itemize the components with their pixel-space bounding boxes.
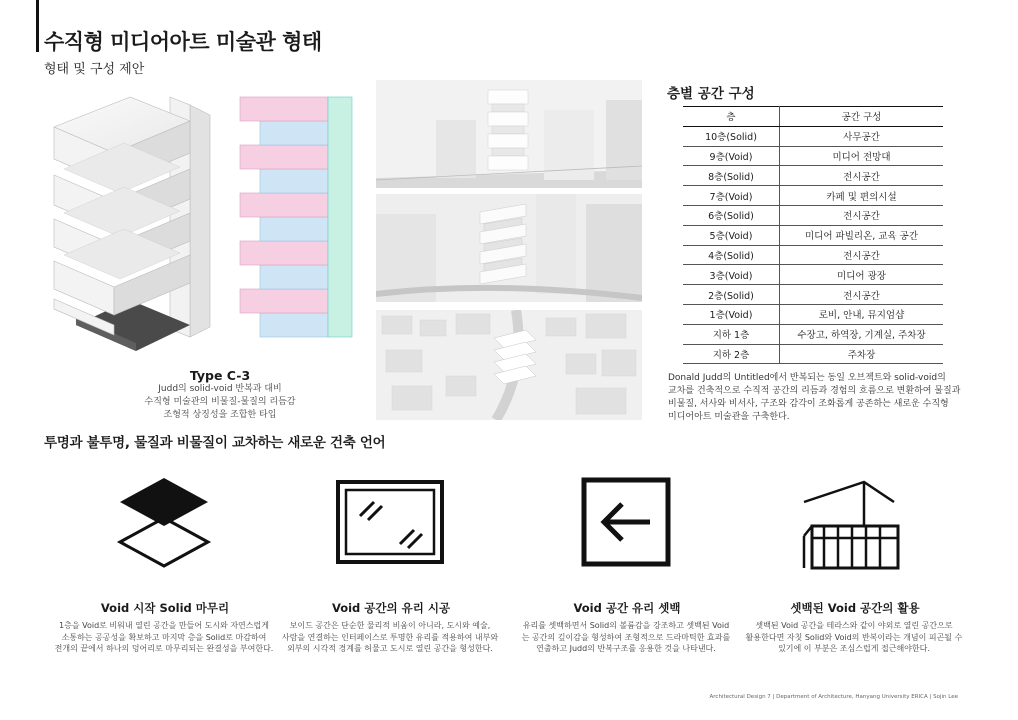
title-accent-bar [36, 0, 39, 52]
floor-cell: 4층(Solid) [683, 245, 780, 265]
concept-title: Void 공간 유리 셋백 [573, 601, 681, 615]
space-cell: 미디어 파빌리온, 교육 공간 [780, 225, 944, 245]
space-cell: 미디어 전망대 [780, 146, 944, 166]
floor-cell: 6층(Solid) [683, 205, 780, 225]
type-description [110, 383, 330, 422]
floor-cell: 3층(Void) [683, 265, 780, 285]
concept-desc-line: 보이드 공간은 단순한 물리적 비움이 아니라, 도시와 예술, [289, 621, 491, 630]
glass-window-icon [330, 472, 450, 572]
concept-title: 셋백된 Void 공간의 활용 [790, 601, 920, 615]
void-band [260, 169, 328, 193]
floor-cell: 1층(Void) [683, 304, 780, 324]
floor-cell: 10층(Solid) [683, 126, 780, 146]
table-row [683, 344, 943, 364]
type-desc-line: 조형적 상징성을 조합한 타입 [163, 410, 277, 420]
floor-cell: 7층(Void) [683, 186, 780, 206]
space-cell: 전시공간 [780, 285, 944, 305]
floor-cell: 지하 1층 [683, 324, 780, 344]
table-desc-line: 교차를 건축적으로 수직적 공간의 리듬과 경험의 흐름으로 변환하여 물질과 [668, 386, 961, 396]
space-cell: 로비, 안내, 뮤지엄샵 [780, 304, 944, 324]
floor-cell: 지하 2층 [683, 344, 780, 364]
solid-band [240, 289, 328, 313]
concept-description [734, 620, 974, 655]
concept-description [506, 620, 746, 655]
render-perspective-view [376, 194, 642, 302]
space-cell: 수장고, 하역장, 기계실, 주차장 [780, 324, 944, 344]
render-street-view [376, 80, 642, 188]
space-cell: 전시공간 [780, 166, 944, 186]
concept-description [44, 620, 284, 655]
concept-description [270, 620, 510, 655]
section-title: 투명과 불투명, 물질과 비물질이 교차하는 새로운 건축 언어 [44, 435, 386, 451]
type-desc-line: 수직형 미술관의 비물질-물질의 리듬감 [144, 397, 296, 407]
concept-desc-line: 1층을 Void로 비워내 열린 공간을 만들어 도시와 자연스럽게 [59, 621, 269, 630]
floor-cell: 2층(Solid) [683, 285, 780, 305]
page-subtitle: 형태 및 구성 제안 [44, 62, 145, 77]
layered-planes-icon [104, 472, 224, 572]
floor-cell: 8층(Solid) [683, 166, 780, 186]
floor-cell: 5층(Void) [683, 225, 780, 245]
isometric-building-model [40, 95, 220, 355]
table-row [683, 225, 943, 245]
table-row [683, 324, 943, 344]
concept-desc-line: 셋백된 Void 공간을 테라스와 같이 야외로 열린 공간으로 [755, 621, 953, 630]
table-row [683, 304, 943, 324]
void-band [260, 313, 328, 337]
concept-title: Void 시작 Solid 마무리 [100, 601, 230, 615]
void-band [260, 217, 328, 241]
solid-band [240, 241, 328, 265]
space-cell: 전시공간 [780, 205, 944, 225]
concept-title: Void 공간의 유리 시공 [331, 601, 451, 615]
floor-table-description [668, 372, 960, 424]
table-header-row [683, 107, 943, 127]
table-desc-line: Donald Judd의 Untitled에서 반복되는 동일 오브젝트와 solid-void의 [668, 373, 946, 383]
type-label: Type C-3 [189, 368, 251, 383]
void-band [260, 265, 328, 289]
footer-credit: Architectural Design 7 | Department of Architecture, Hanyang University ERICA | Sojin Lee [709, 694, 958, 700]
concept-desc-line: 는 공간의 깊이감을 형성하여 조형적으로 드라마틱한 효과를 [521, 632, 731, 642]
table-row [683, 126, 943, 146]
table-row [683, 146, 943, 166]
solid-band [240, 97, 328, 121]
table-row [683, 205, 943, 225]
concept-desc-line: 활용한다면 자칫 Solid와 Void의 반복이라는 개념이 피곤될 수 [745, 632, 963, 642]
floor-table [683, 106, 943, 364]
space-cell: 전시공간 [780, 245, 944, 265]
floor-table-title: 층별 공간 구성 [667, 86, 755, 102]
table-row [683, 265, 943, 285]
concept-desc-line: 외부의 시각적 경계를 허물고 도시로 열린 공간을 형성한다. [287, 644, 493, 653]
table-row [683, 285, 943, 305]
table-desc-line: 비물질, 서사와 비서사, 구조와 감각이 조화롭게 공존하는 새로운 수직형 [668, 399, 949, 409]
concept-desc-line: 연출하고 Judd의 반복구조를 응용한 것을 나타낸다. [536, 644, 716, 653]
concept-desc-line: 유리를 셋백하면서 Solid의 볼륨감을 강조하고 셋백된 Void [522, 621, 730, 630]
floor-cell: 9층(Void) [683, 146, 780, 166]
table-row [683, 186, 943, 206]
concept-desc-line: 전개의 끝에서 하나의 덩어리로 마무리되는 완결성을 부여한다. [54, 644, 274, 653]
table-row [683, 166, 943, 186]
column-header-floor: 층 [683, 107, 780, 127]
table-desc-line: 미디어아트 미술관을 구축한다. [668, 412, 790, 422]
space-cell: 사무공간 [780, 126, 944, 146]
space-cell: 카페 및 편의시설 [780, 186, 944, 206]
space-cell: 미디어 광장 [780, 265, 944, 285]
section-diagram [238, 95, 356, 341]
concept-desc-line: 소통하는 공공성을 확보하고 마지막 층을 Solid로 마감하여 [61, 632, 267, 642]
render-aerial-view [376, 310, 642, 420]
concept-desc-line: 있기에 이 부분은 조심스럽게 접근해야한다. [778, 644, 930, 653]
concept-desc-line: 사람을 연결하는 인터페이스로 투명한 유리를 적용하여 내부와 [281, 632, 499, 642]
terrace-icon [794, 472, 914, 572]
space-cell: 주차장 [780, 344, 944, 364]
column-header-space: 공간 구성 [780, 107, 944, 127]
void-band [260, 121, 328, 145]
page-title: 수직형 미디어아트 미술관 형태 [44, 30, 322, 54]
type-desc-line: Judd의 solid-void 반복과 대비 [158, 384, 282, 394]
arrow-left-box-icon [566, 472, 686, 572]
table-row [683, 245, 943, 265]
solid-band [240, 193, 328, 217]
solid-band [240, 145, 328, 169]
